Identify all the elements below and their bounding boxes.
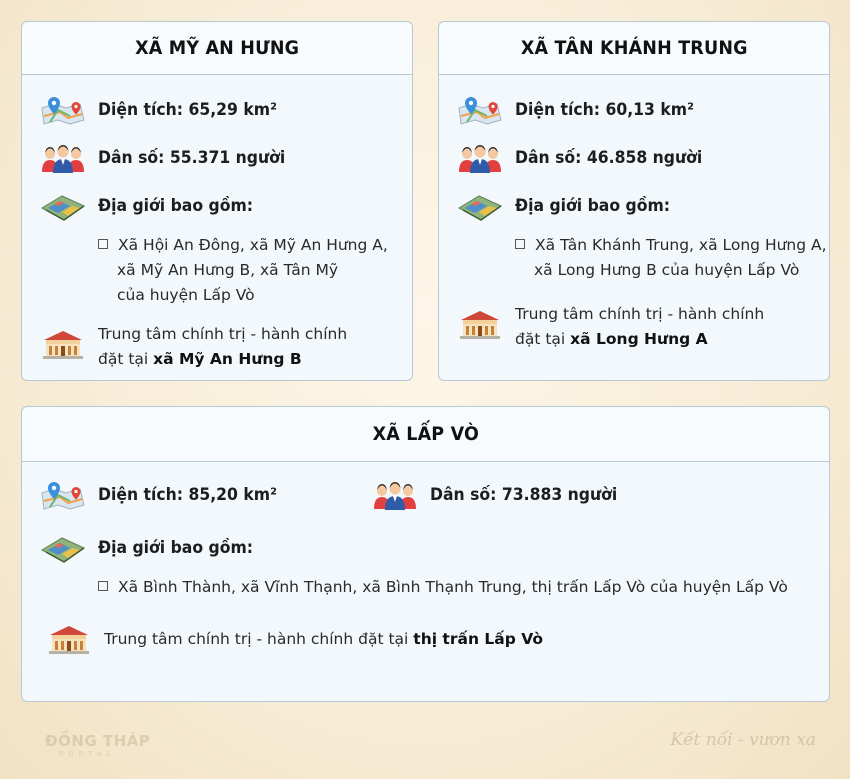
center-line1: Trung tâm chính trị - hành chính	[515, 305, 765, 323]
bullet-square	[515, 239, 525, 249]
card-title: XÃ TÂN KHÁNH TRUNG	[520, 37, 748, 59]
card-header	[22, 407, 829, 462]
logo-sub-text: PORTAL	[59, 750, 116, 758]
population-label: Dân số: 73.883 người	[430, 485, 618, 505]
center-place: xã Long Hưng A	[570, 330, 708, 348]
center-text	[98, 322, 347, 372]
bullet-square	[98, 581, 108, 591]
center-place: thị trấn Lấp Vò	[413, 629, 544, 648]
map-pin-icon	[40, 479, 86, 511]
card-header	[439, 22, 829, 75]
people-icon	[372, 479, 418, 511]
card-my-an-hung	[21, 21, 413, 381]
land-map-icon	[40, 190, 86, 222]
center-line1: Trung tâm chính trị - hành chính	[98, 325, 348, 343]
boundary-row	[40, 190, 266, 222]
card-title: XÃ LẤP VÒ	[372, 423, 479, 445]
area-row	[40, 479, 293, 511]
card-title: XÃ MỸ AN HƯNG	[134, 37, 300, 59]
center-row	[40, 322, 347, 372]
center-row	[457, 302, 764, 352]
logo-main-text: ĐỒNG THÁP	[45, 732, 151, 750]
government-building-icon	[457, 308, 503, 340]
people-icon	[457, 142, 503, 174]
area-row	[40, 94, 293, 126]
center-text	[104, 627, 543, 652]
center-prefix: Trung tâm chính trị - hành chính đặt tại	[104, 629, 414, 648]
boundary-label: Địa giới bao gồm:	[515, 196, 671, 216]
map-pin-icon	[457, 94, 503, 126]
people-icon	[40, 142, 86, 174]
card-header	[22, 22, 412, 75]
center-place: xã Mỹ An Hưng B	[153, 350, 302, 368]
boundary-line: Xã Bình Thành, xã Vĩnh Thạnh, xã Bình Thạnh Trung, thị trấn Lấp Vò của huyện Lấp Vò	[118, 578, 788, 596]
land-map-icon	[40, 532, 86, 564]
boundary-row	[40, 532, 266, 564]
area-label: Diện tích: 60,13 km²	[515, 100, 694, 120]
center-prefix: đặt tại	[98, 350, 154, 368]
population-row	[457, 142, 719, 174]
center-text	[515, 302, 764, 352]
population-label: Dân số: 55.371 người	[98, 148, 286, 168]
map-pin-icon	[40, 94, 86, 126]
boundary-line: của huyện Lấp Vò	[117, 286, 255, 304]
card-tan-khanh-trung	[438, 21, 830, 381]
boundary-list	[515, 233, 827, 283]
population-row	[372, 479, 634, 511]
government-building-icon	[46, 623, 92, 655]
boundary-list	[98, 233, 388, 308]
card-lap-vo	[21, 406, 830, 702]
boundary-line: Xã Tân Khánh Trung, xã Long Hưng A,	[535, 236, 827, 254]
boundary-row	[457, 190, 683, 222]
portal-logo	[45, 732, 150, 758]
boundary-label: Địa giới bao gồm:	[98, 196, 254, 216]
population-row	[40, 142, 302, 174]
area-label: Diện tích: 85,20 km²	[98, 485, 277, 505]
land-map-icon	[457, 190, 503, 222]
boundary-line: Xã Hội An Đông, xã Mỹ An Hưng A,	[118, 236, 388, 254]
boundary-label: Địa giới bao gồm:	[98, 538, 254, 558]
boundary-line: xã Mỹ An Hưng B, xã Tân Mỹ	[117, 261, 339, 279]
center-prefix: đặt tại	[515, 330, 571, 348]
bullet-square	[98, 239, 108, 249]
center-row	[46, 623, 543, 655]
boundary-list	[98, 575, 788, 600]
government-building-icon	[40, 328, 86, 360]
population-label: Dân số: 46.858 người	[515, 148, 703, 168]
boundary-line: xã Long Hưng B của huyện Lấp Vò	[534, 261, 800, 279]
area-row	[457, 94, 710, 126]
area-label: Diện tích: 65,29 km²	[98, 100, 277, 120]
signature-text: Kết nối - vươn xa	[670, 730, 816, 750]
